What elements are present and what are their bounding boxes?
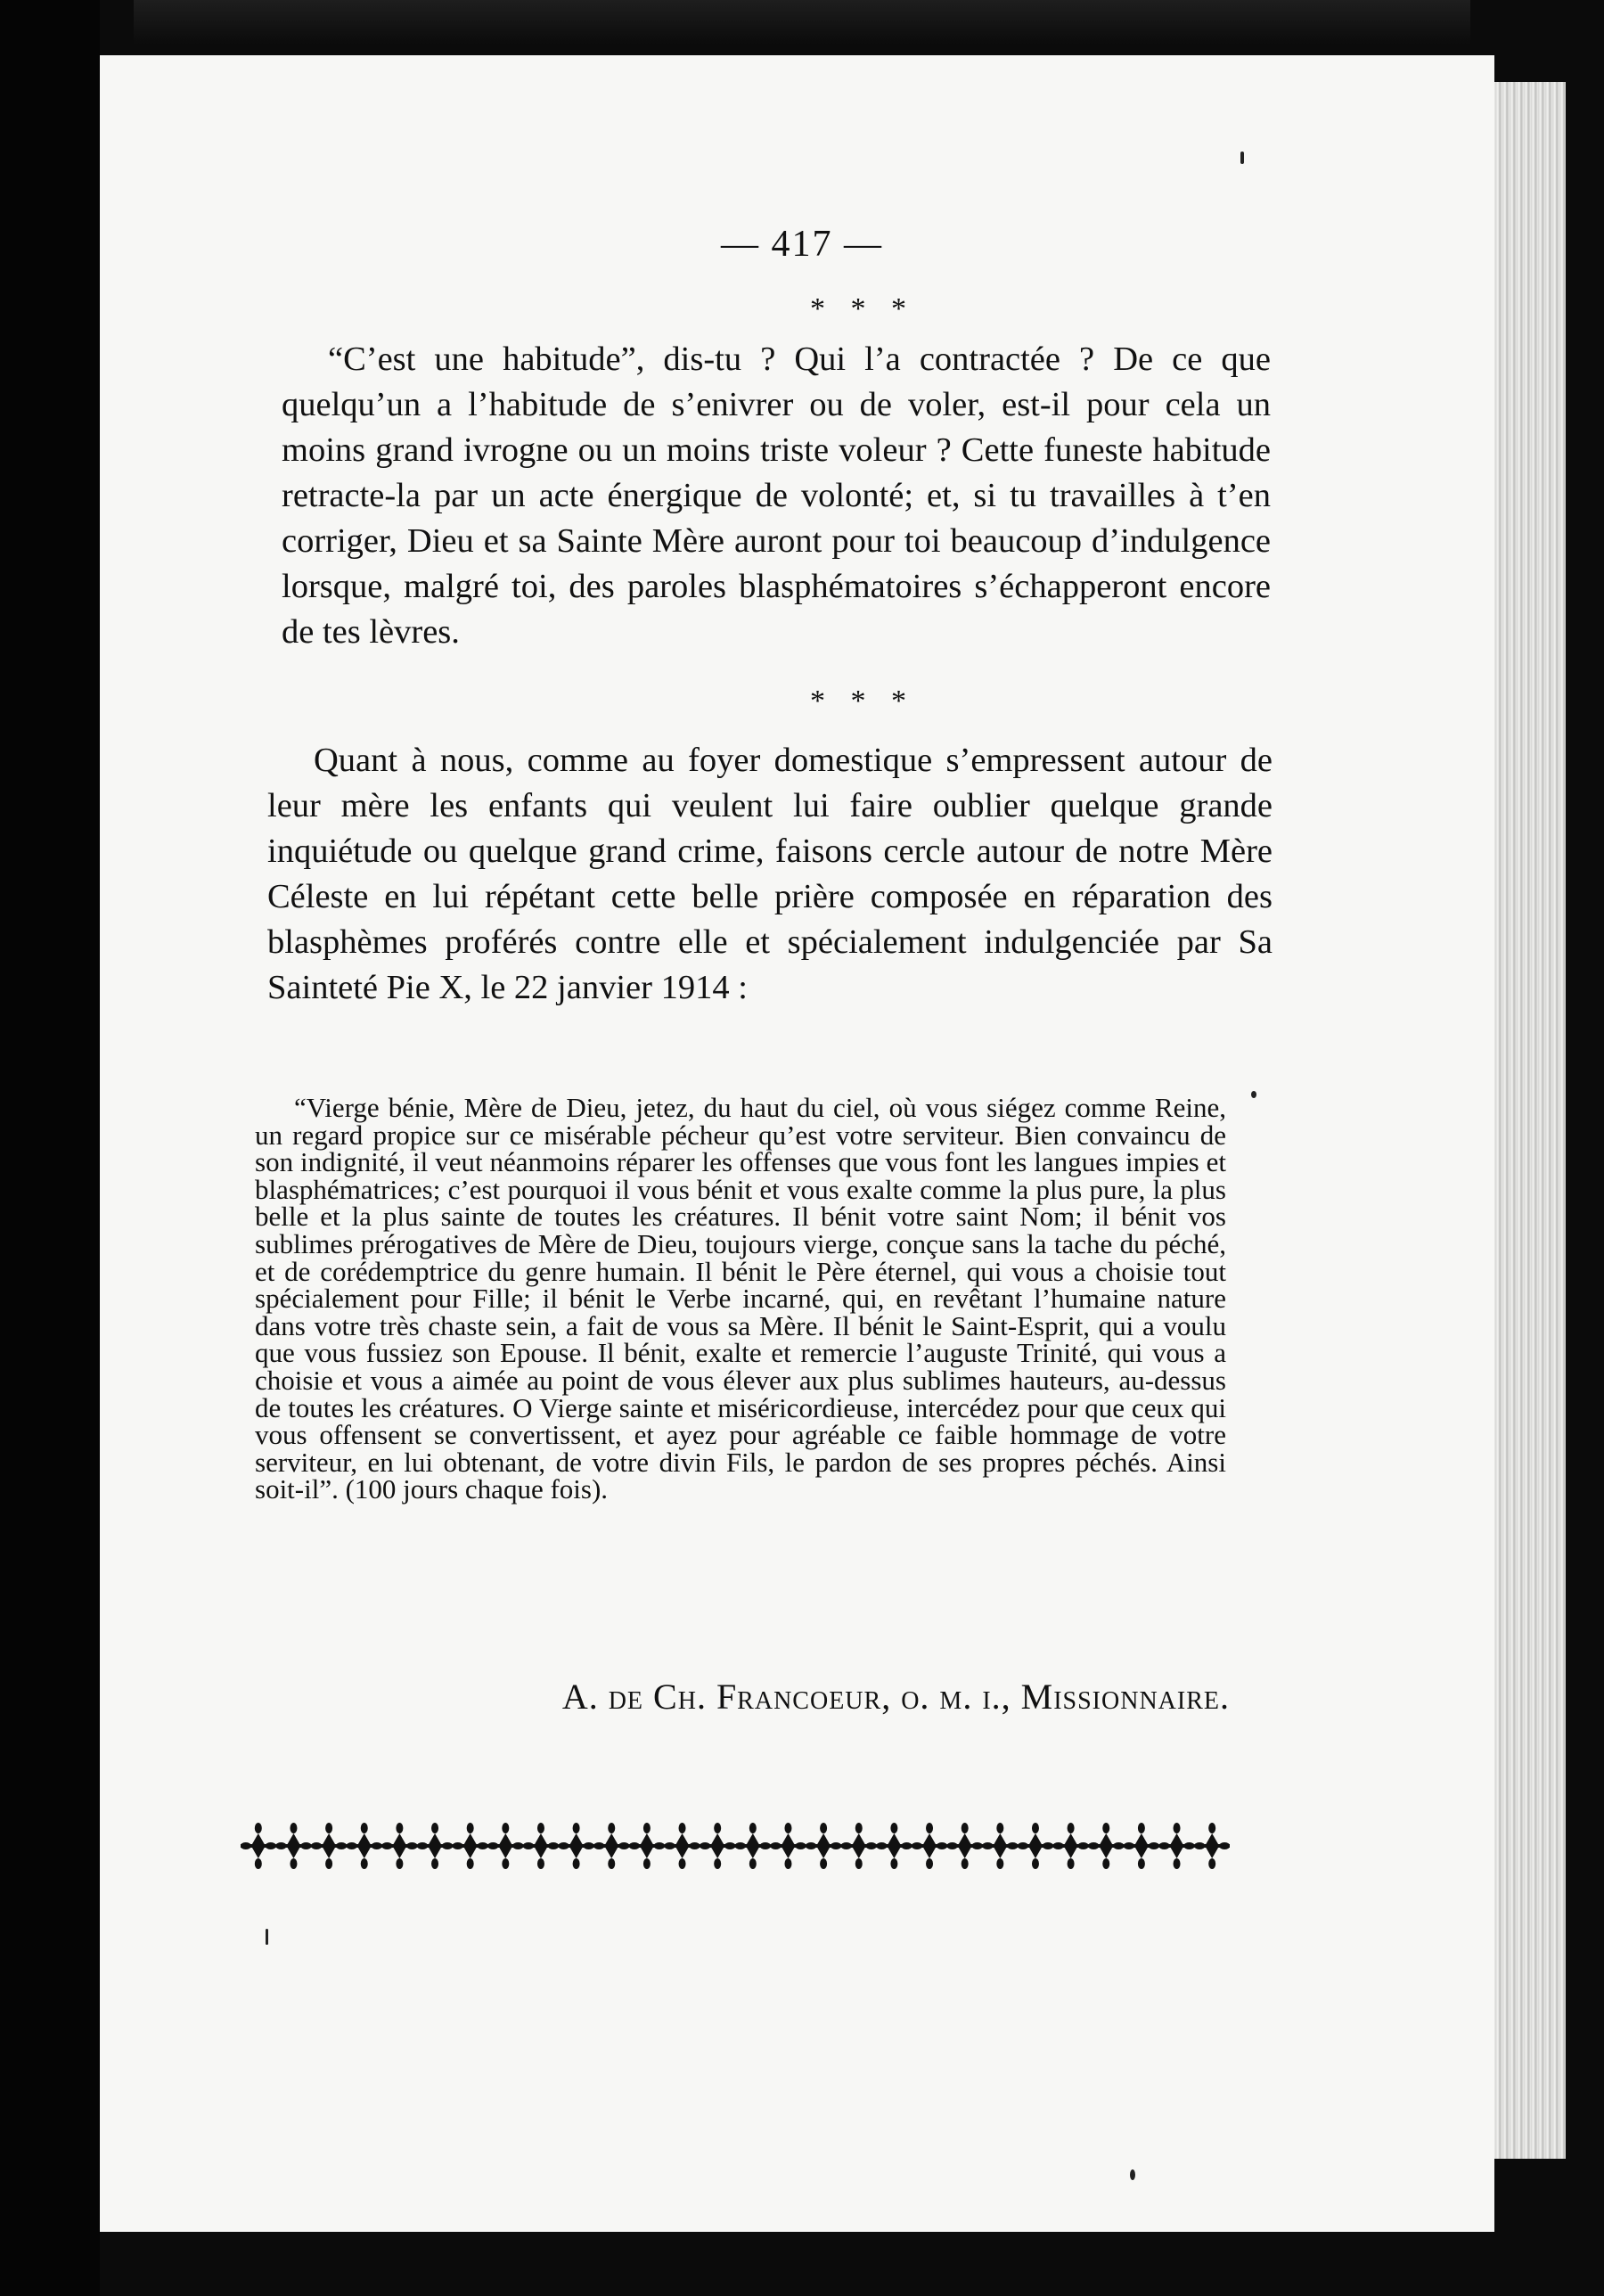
fleuron-glyph: [735, 1823, 771, 1869]
scan-speck: [1240, 152, 1244, 164]
fleuron-glyph: [275, 1823, 311, 1869]
fleuron-glyph: [1018, 1823, 1053, 1869]
fleuron-glyph: [629, 1823, 665, 1869]
fleuron-glyph: [487, 1823, 523, 1869]
author-signature: A. de Ch. Francoeur, o. m. i., Missionnaire.: [561, 1677, 1230, 1717]
fleuron-glyph: [559, 1823, 594, 1869]
fleuron-glyph: [311, 1823, 347, 1869]
fleuron-glyph: [876, 1823, 912, 1869]
fleuron-glyph: [347, 1823, 382, 1869]
fleuron-glyph: [453, 1823, 488, 1869]
scan-speck: [266, 1929, 268, 1945]
fleuron-glyph: [982, 1823, 1018, 1869]
page-number: — 417 —: [721, 224, 883, 265]
fleuron-glyph: [1194, 1823, 1230, 1869]
fleuron-glyph: [381, 1823, 417, 1869]
fleuron-glyph: [1088, 1823, 1124, 1869]
fleuron-glyph: [806, 1823, 841, 1869]
paragraph-habitude: “C’est une habitude”, dis-tu ? Qui l’a contractée ? De ce que quelqu’un a l’habitude de s’enivrer ou de voler, est-il pour cela un moins grand ivrogne ou un moins triste voleur ? Cette funeste habitude retracte-la par un acte énergique de volonté; et, si tu travailles à t’en corriger, Dieu et sa Sainte Mère auront pour toi beaucoup d’indulgence lorsque, malgré toi, des paroles blasphématoires s’échapperont encore de tes lèvres.: [282, 340, 1271, 651]
book-binding-edge: [0, 0, 100, 2296]
paragraph-quant-a-nous: Quant à nous, comme au foyer domestique s’empressent autour de leur mère les enfants qui veulent lui faire oublier quelque grande inquiétude ou quelque grand crime, faisons cercle autour de notre Mère Céleste en lui répétant cette belle prière composée en réparation des blasphèmes proférés contre elle et spécialement indulgenciée par Sa Sainteté Pie X, le 22 janvier 1914 :: [267, 742, 1273, 1006]
fleuron-glyph: [241, 1823, 276, 1869]
fleuron-glyph: [665, 1823, 700, 1869]
section-separator: * * *: [810, 292, 915, 325]
fleuron-glyph: [770, 1823, 806, 1869]
fleuron-glyph: [1124, 1823, 1159, 1869]
scan-speck: [1251, 1091, 1256, 1098]
fleuron-glyph: [912, 1823, 947, 1869]
fleuron-glyph: [523, 1823, 559, 1869]
fleuron-glyph: [947, 1823, 983, 1869]
fleuron-glyph: [841, 1823, 877, 1869]
fleuron-glyph: [700, 1823, 735, 1869]
fleuron-glyph: [417, 1823, 453, 1869]
scan-speck: [1130, 2169, 1135, 2180]
fleuron-border-icon: [241, 1815, 1230, 1877]
section-separator: * * *: [810, 685, 915, 718]
prayer-text: “Vierge bénie, Mère de Dieu, jetez, du haut du ciel, où vous siégez comme Reine, un regard propice sur ce misérable pécheur qu’est votre serviteur. Bien convaincu de son indignité, il veut néanmoins réparer les offenses que vous font les langues impies et blasphématrices; c’est pourquoi il vous bénit et vous exalte comme la plus pure, la plus belle et la plus sainte de toutes les créatures. Il bénit votre saint Nom; il bénit vos sublimes prérogatives de Mère de Dieu, toujours vierge, conçue sans la tache du péché, et de corédemptrice du genre humain. Il bénit le Père éternel, qui vous a choisie tout spécialement pour Fille; il bénit le Verbe incarné, qui, en revêtant l’humaine nature dans votre très chaste sein, a fait de vous sa Mère. Il bénit le Saint-Esprit, qui a voulu que vous fussiez son Epouse. Il bénit, exalte et remercie l’auguste Trinité, qui vous a choisie et vous a aimée au point de vous élever aux plus sublimes hauteurs, au-dessus de toutes les créatures. O Vierge sainte et miséricordieuse, intercédez pour que ceux qui vous offensent se convertissent, et ayez pour agréable ce faible hommage de votre serviteur, en lui obtenant, de votre divin Fils, le pardon de ses propres péchés. Ainsi soit-il”. (100 jours chaque fois).: [255, 1092, 1226, 1505]
scan-top-edge: [134, 0, 1470, 45]
fleuron-glyph: [593, 1823, 629, 1869]
fleuron-glyph: [1053, 1823, 1089, 1869]
fleuron-glyph: [1159, 1823, 1195, 1869]
